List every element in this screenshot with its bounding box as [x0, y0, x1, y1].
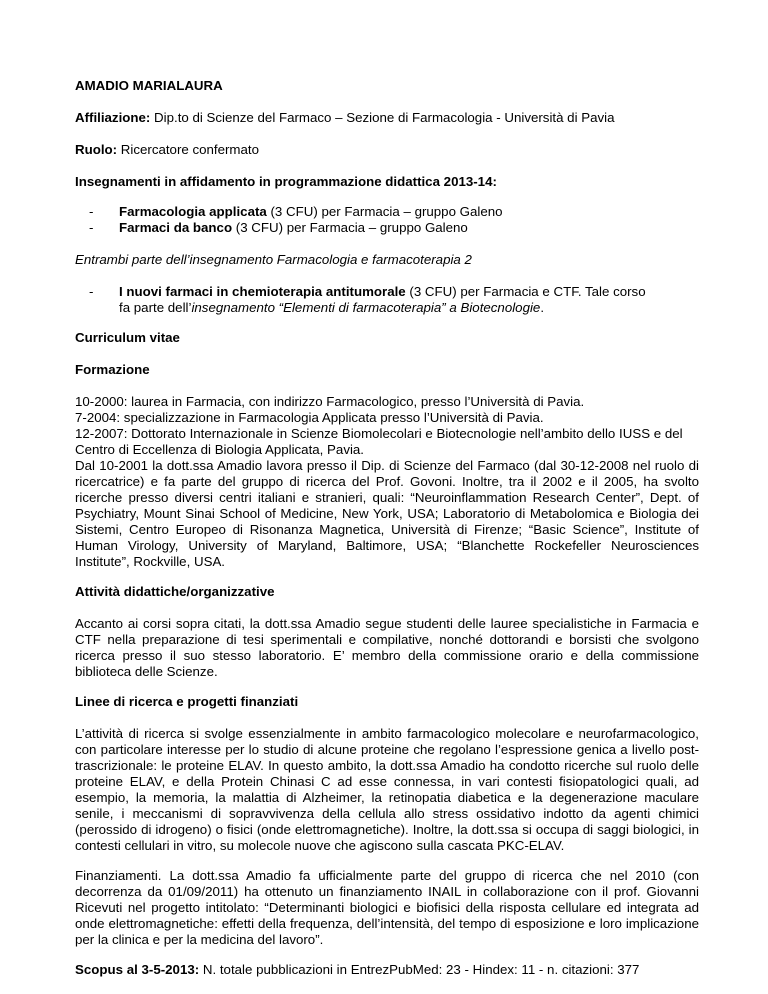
course-note-italic: insegnamento “Elementi di farmacoterapia” a Biotecnologie	[191, 300, 541, 315]
course-note-end: .	[540, 300, 545, 315]
affiliation-line	[75, 110, 699, 126]
affiliation-label: Affiliazione:	[75, 110, 151, 125]
formazione-heading: Formazione	[75, 362, 150, 377]
person-name: AMADIO MARIALAURA	[75, 78, 223, 93]
list-item	[75, 204, 699, 220]
list-item	[75, 284, 699, 316]
didattica-paragraph: Accanto ai corsi sopra citati, la dott.ssa Amadio segue studenti delle lauree specialistiche in Farmacia e CTF nella preparazione di tesi sperimentali e compilative, nonché dottorandi e borsisti che svolgono ricerca presso il suo stesso laboratorio. E’ membro della commissione orario e della commissione biblioteca delle Scienze.	[75, 616, 699, 679]
both-note: Entrambi parte dell’insegnamento Farmacologia e farmacoterapia 2	[75, 252, 472, 267]
ricerca-paragraph: L’attività di ricerca si svolge essenzialmente in ambito farmacologico molecolare e neurofarmacologico, con particolare interesse per lo studio di alcune proteine che regolano l’espressione genica a livello post-trascrizionale: le proteine ELAV. In questo ambito, la dott.ssa Amadio ha condotto ricerche sul ruolo delle proteine ELAV, e della Protein Chinasi C ad esse connessa, in vari contesti fisiopatologici quali, ad esempio, la memoria, la malattia di Alzheimer, la retinopatia diabetica e la degenerazione maculare senile, i meccanismi di sopravvivenza della cellula allo stress ossidativo indotto da agenti chimici (perossido di idrogeno) o fisici (onde elettromagnetiche). Inoltre, la dott.ssa si occupa di saggi biologici, in contesti cellulari in vitro, su molecole nuove che agiscono sulla cascata PKC-ELAV.	[75, 726, 699, 853]
cv-heading: Curriculum vitae	[75, 330, 180, 345]
course-detail: (3 CFU) per Farmacia – gruppo Galeno	[232, 220, 468, 235]
formazione-block	[75, 394, 699, 570]
finanziamenti-paragraph: Finanziamenti. La dott.ssa Amadio fa ufficialmente parte del gruppo di ricerca che nel 2010 (con decorrenza da 01/09/2011) ha ottenuto un finanziamento INAIL in collaborazione con il prof. Giovanni Ricevuti nel progetto intitolato: “Determinanti biologici e biofisici della risposta cellulare ed integrata ad onde elettromagnetiche: effetti della frequenza, dell’intensità, del tempo di esposizione e loro implicazione per la clinica e per la medicina del lavoro”.	[75, 868, 699, 947]
course-name: I nuovi farmaci in chemioterapia antitumorale	[119, 284, 406, 299]
course-detail: (3 CFU) per Farmacia e CTF. Tale corso	[405, 284, 646, 299]
bullet-dash: -	[89, 284, 94, 299]
role-line	[75, 142, 699, 158]
course-note-start: fa parte dell’	[119, 300, 192, 315]
formazione-paragraph: Dal 10-2001 la dott.ssa Amadio lavora presso il Dip. di Scienze del Farmaco (dal 30-12-2008 nel ruolo di ricercatrice) e fa parte del gruppo di ricerca del Prof. Govoni. Inoltre, tra il 2002 e il 2005, ha svolto ricerche presso diversi centri italiani e stranieri, quali: “Neuroinflammation Research Center”, Dept. of Psychiatry, Mount Sinai School of Medicine, New York, USA; Laboratorio di Metabolomica e Biologia dei Sistemi, Centro Europeo di Risonanza Magnetica, Università di Firenze; “Basic Science”, Institute of Human Virology, University of Maryland, Baltimore, USA; “Blanchette Rockefeller Neurosciences Institute”, Rockville, USA.	[75, 458, 699, 569]
course-name: Farmaci da banco	[119, 220, 233, 235]
bullet-dash: -	[89, 204, 94, 219]
scopus-value: N. totale pubblicazioni in EntrezPubMed: 23 - Hindex: 11 - n. citazioni: 377	[199, 962, 640, 977]
ricerca-heading: Linee di ricerca e progetti finanziati	[75, 694, 299, 709]
formazione-line: 12-2007: Dottorato Internazionale in Scienze Biomolecolari e Biotecnologie nell’ambito dello IUSS e del Centro di Eccellenza di Biologia Applicata, Pavia.	[75, 426, 683, 457]
formazione-line: 10-2000: laurea in Farmacia, con indirizzo Farmacologico, presso l’Università di Pavia.	[75, 394, 585, 409]
scopus-line	[75, 962, 699, 978]
affiliation-value: Dip.to di Scienze del Farmaco – Sezione di Farmacologia - Università di Pavia	[150, 110, 615, 125]
list-item	[75, 220, 699, 236]
scopus-label: Scopus al 3-5-2013:	[75, 962, 200, 977]
bullet-dash: -	[89, 220, 94, 235]
formazione-line: 7-2004: specializzazione in Farmacologia Applicata presso l’Università di Pavia.	[75, 410, 544, 425]
document-page	[75, 78, 699, 978]
didattica-heading: Attività didattiche/organizzative	[75, 584, 275, 599]
teaching-heading: Insegnamenti in affidamento in programmazione didattica 2013-14:	[75, 174, 497, 189]
role-label: Ruolo:	[75, 142, 118, 157]
role-value: Ricercatore confermato	[117, 142, 259, 157]
course-name: Farmacologia applicata	[119, 204, 267, 219]
teaching-list	[75, 204, 699, 236]
third-course-list	[75, 284, 699, 316]
course-detail: (3 CFU) per Farmacia – gruppo Galeno	[266, 204, 503, 219]
